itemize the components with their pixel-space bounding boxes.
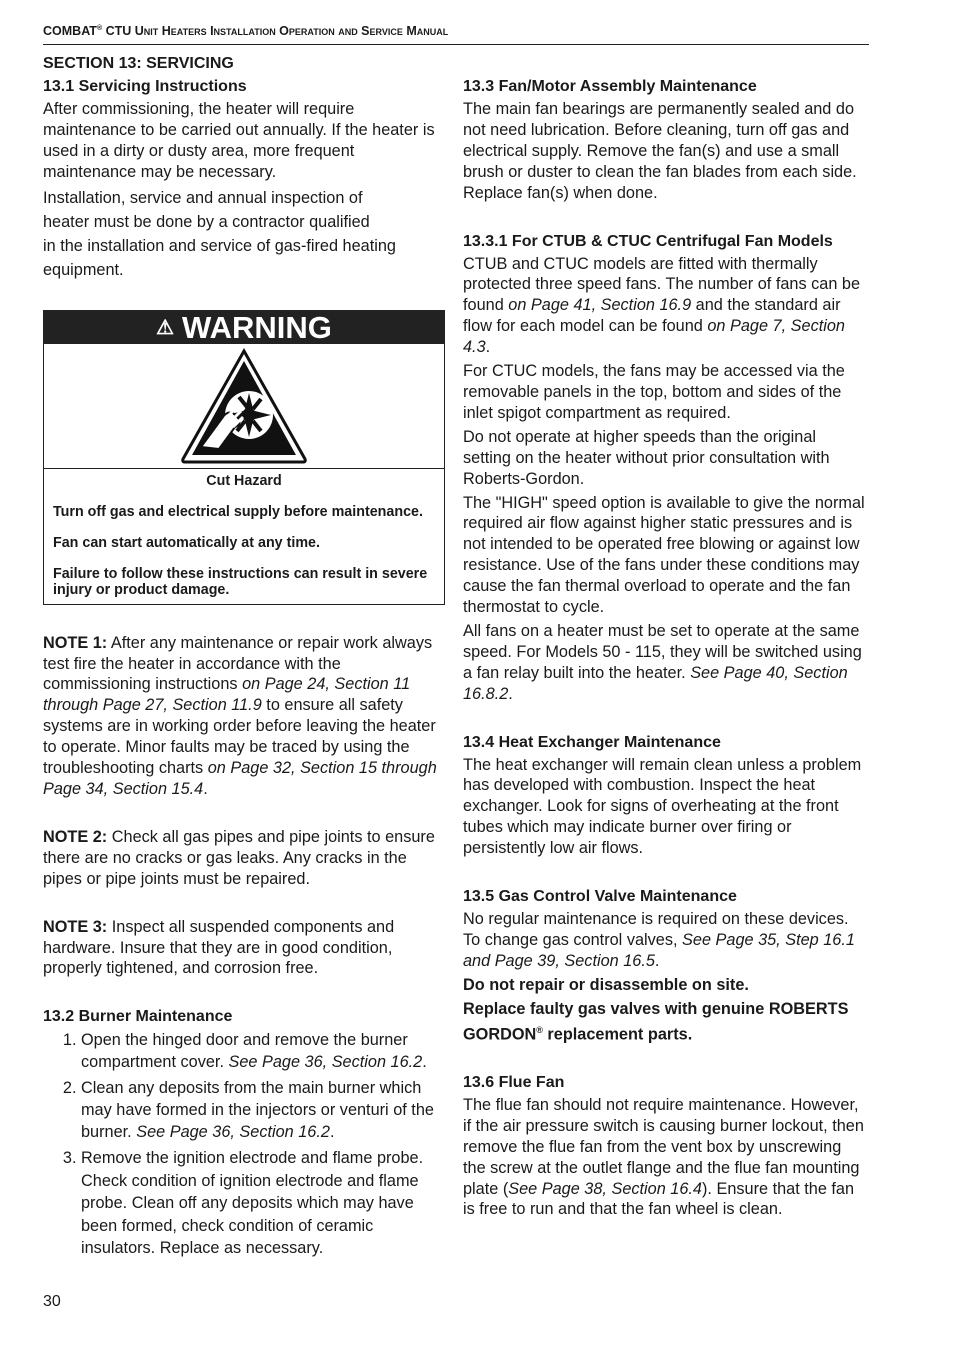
warning-line-2: Fan can start automatically at any time. xyxy=(53,534,320,551)
right-column xyxy=(463,76,867,1223)
cut-hazard-pictogram xyxy=(44,344,444,469)
warning-title: WARNING xyxy=(182,309,332,345)
heading-13-6: 13.6 Flue Fan xyxy=(463,1073,565,1091)
para-13-3-1-b: For CTUC models, the fans may be accessed via the removable panels in the top, bottom and sides of the inlet spigot compartment as required. xyxy=(463,362,845,422)
note-3: NOTE 3: Inspect all suspended components and hardware. Insure that they are in good condition, properly tightened, and corrosion free. xyxy=(43,917,395,978)
para-13-1-b: Installation, service and annual inspection of heater must be done by a contractor qualified in the installation and service of gas-fired heating equipment. xyxy=(43,188,396,279)
section-title: SECTION 13: SERVICING xyxy=(43,55,234,72)
heading-13-5: 13.5 Gas Control Valve Maintenance xyxy=(463,888,737,906)
para-13-5-bold-1: Do not repair or disassemble on site. xyxy=(463,975,749,994)
warning-hazard: Cut Hazard xyxy=(206,472,282,489)
heading-13-3: 13.3 Fan/Motor Assembly Maintenance xyxy=(463,78,757,95)
list-item: 3. Remove the ignition electrode and flame probe. Check condition of ignition electrode and flame probe. Clean off any deposits which may have been formed, check condition of ceramic insulators. Replace as necessary. xyxy=(81,1147,447,1259)
para-13-5-bold-2: Replace faulty gas valves with genuine ROBERTS GORDON® replacement parts. xyxy=(463,999,849,1044)
header-brand: COMBAT xyxy=(43,24,97,38)
list-item: 2. Clean any deposits from the main burner which may have formed in the injectors or venturi of the burner. See Page 36, Section 16.2. xyxy=(81,1077,447,1143)
list-item: 1. Open the hinged door and remove the burner compartment cover. See Page 36, Section 16.2. xyxy=(81,1029,447,1073)
warning-header xyxy=(44,311,444,344)
header-title: CTU Unit Heaters Installation Operation and Service Manual xyxy=(102,24,449,38)
para-13-3-1-c: Do not operate at higher speeds than the original setting on the heater without prior consultation with Roberts-Gordon. xyxy=(463,427,830,488)
left-column xyxy=(43,54,447,1263)
burner-steps xyxy=(43,1029,447,1259)
warning-line-1: Turn off gas and electrical supply before maintenance. xyxy=(53,503,423,520)
heading-13-3-1: 13.3.1 For CTUB & CTUC Centrifugal Fan Models xyxy=(463,232,833,250)
note-1: NOTE 1: After any maintenance or repair work always test fire the heater in accordance with the commissioning instructions on Page 24, Section 11 through Page 27, Section 11.9 to ensure all safety systems are in working order before leaving the heater to operate. Minor faults may be traced by using the troubleshooting charts on Page 32, Section 15 through Page 34, Section 15.4. xyxy=(43,633,437,798)
warning-box xyxy=(43,310,445,605)
heading-13-4: 13.4 Heat Exchanger Maintenance xyxy=(463,733,721,751)
warning-triangle-icon: ⚠ xyxy=(156,316,175,339)
para-13-6: The flue fan should not require maintenance. However, if the air pressure switch is causing burner lockout, then remove the flue fan from the vent box by unscrewing the screw at the outlet flange and the flue fan mounting plate (See Page 38, Section 16.4). Ensure that the fan is free to run and that the fan wheel is clean. xyxy=(463,1095,864,1219)
para-13-3: The main fan bearings are permanently sealed and do not need lubrication. Before cleaning, turn off gas and electrical supply. Remove the fan(s) and use a small brush or duster to clean the fan blades from each side. Replace fan(s) when done. xyxy=(463,100,857,202)
header-reg: ® xyxy=(96,24,103,32)
warning-line-3: Failure to follow these instructions can result in severe injury or product damage. xyxy=(53,565,428,598)
heading-13-2: 13.2 Burner Maintenance xyxy=(43,1008,233,1026)
running-header xyxy=(43,24,869,45)
para-13-3-1-e: All fans on a heater must be set to operate at the same speed. For Models 50 - 115, they will be switched using a fan relay built into the heater. See Page 40, Section 16.8.2. xyxy=(463,621,862,703)
para-13-5: No regular maintenance is required on these devices. To change gas control valves, See Page 35, Step 16.1 and Page 39, Section 16.5. xyxy=(463,910,855,970)
para-13-3-1-d: The "HIGH" speed option is available to give the normal required air flow against higher static pressures and is not intended to be operated free blowing or against low resistance. Use of the fans under these conditions may cause the fan thermal overload to operate and the fan thermostat to cycle. xyxy=(463,493,865,617)
heading-13-1: 13.1 Servicing Instructions xyxy=(43,78,247,95)
para-13-1-a: After commissioning, the heater will require maintenance to be carried out annually. If the heater is used in a dirty or dusty area, more frequent maintenance may be necessary. xyxy=(43,100,435,181)
note-2: NOTE 2: Check all gas pipes and pipe joints to ensure there are no cracks or gas leaks. Any cracks in the pipes or pipe joints must be repaired. xyxy=(43,827,435,888)
page-number: 30 xyxy=(43,1293,61,1310)
para-13-3-1-a: CTUB and CTUC models are fitted with thermally protected three speed fans. The number of fans can be found on Page 41, Section 16.9 and the standard air flow for each model can be found on Page 7, Section 4.3. xyxy=(463,254,861,357)
warning-body xyxy=(44,469,444,604)
cut-hazard-icon xyxy=(179,347,309,465)
para-13-4: The heat exchanger will remain clean unless a problem has developed with combustion. Inspect the heat exchanger. Look for signs of overheating at the front tubes which may indicate burner over firing or persistently low air flows. xyxy=(463,755,862,858)
